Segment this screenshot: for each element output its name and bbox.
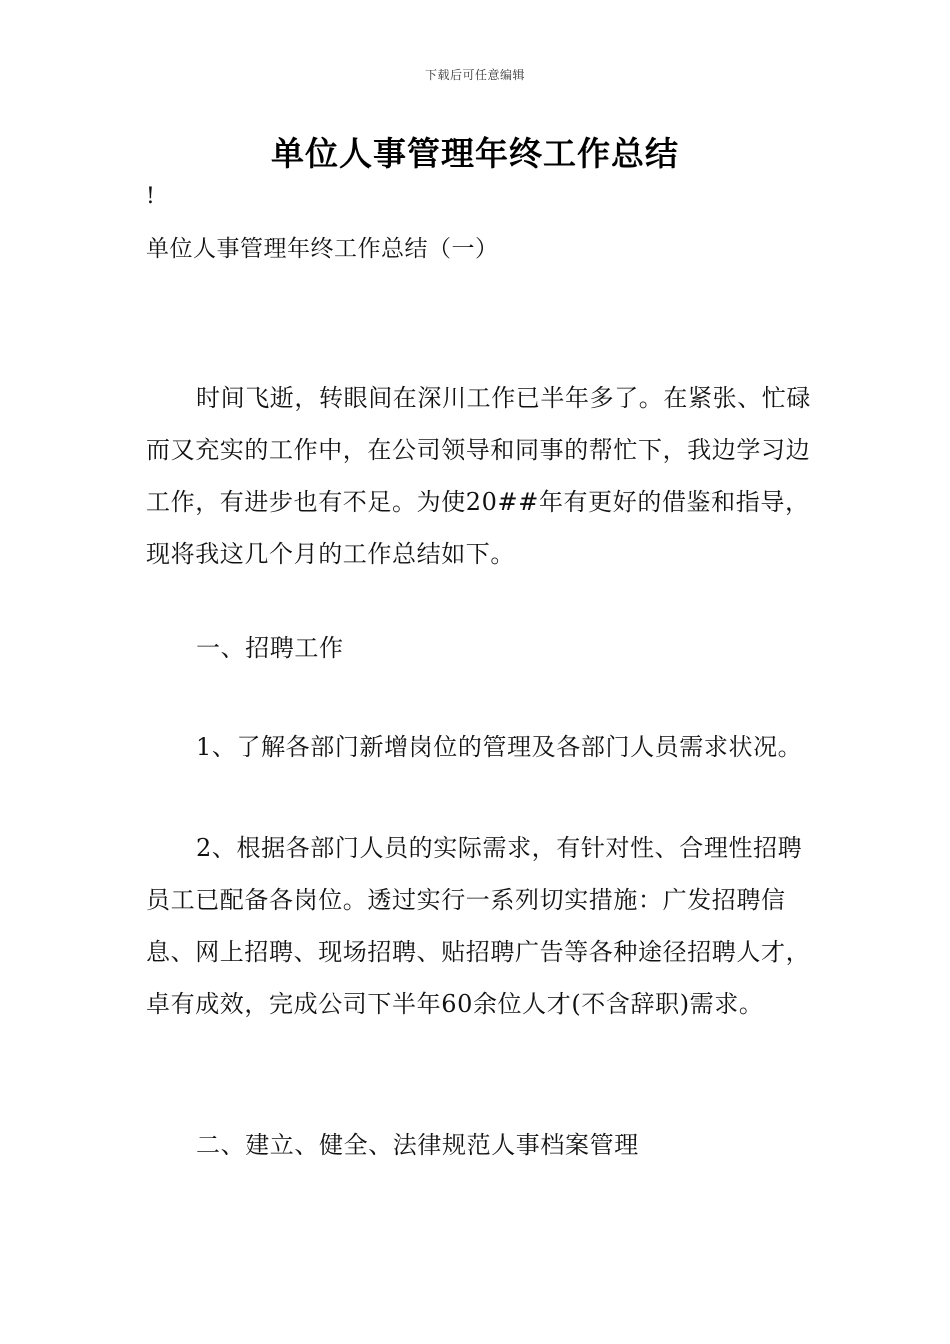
exclamation-mark: ! xyxy=(146,184,155,209)
document-subtitle: 单位人事管理年终工作总结（一） xyxy=(146,236,499,262)
recruitment-item-1: 1、了解各部门新增岗位的管理及各部门人员需求状况。 xyxy=(196,733,803,761)
section-heading-archives: 二、建立、健全、法律规范人事档案管理 xyxy=(196,1131,639,1159)
header-note: 下载后可任意编辑 xyxy=(424,68,525,82)
section-heading-recruitment: 一、招聘工作 xyxy=(196,634,344,662)
document-title: 单位人事管理年终工作总结 xyxy=(271,134,679,173)
recruitment-item-2: 2、根据各部门人员的实际需求，有针对性、合理性招聘员工已配备各岗位。透过实行一系列切实措施：广发招聘信息、网上招聘、现场招聘、贴招聘广告等各种途径招聘人才，卓有成效，完成公司下半年60余位人才(不含辞职)需求。 xyxy=(146,834,811,1018)
intro-paragraph: 时间飞逝，转眼间在深川工作已半年多了。在紧张、忙碌而又充实的工作中，在公司领导和同事的帮忙下，我边学习边工作，有进步也有不足。为使20##年有更好的借鉴和指导，现将我这几个月的工作总结如下。 xyxy=(146,384,811,568)
